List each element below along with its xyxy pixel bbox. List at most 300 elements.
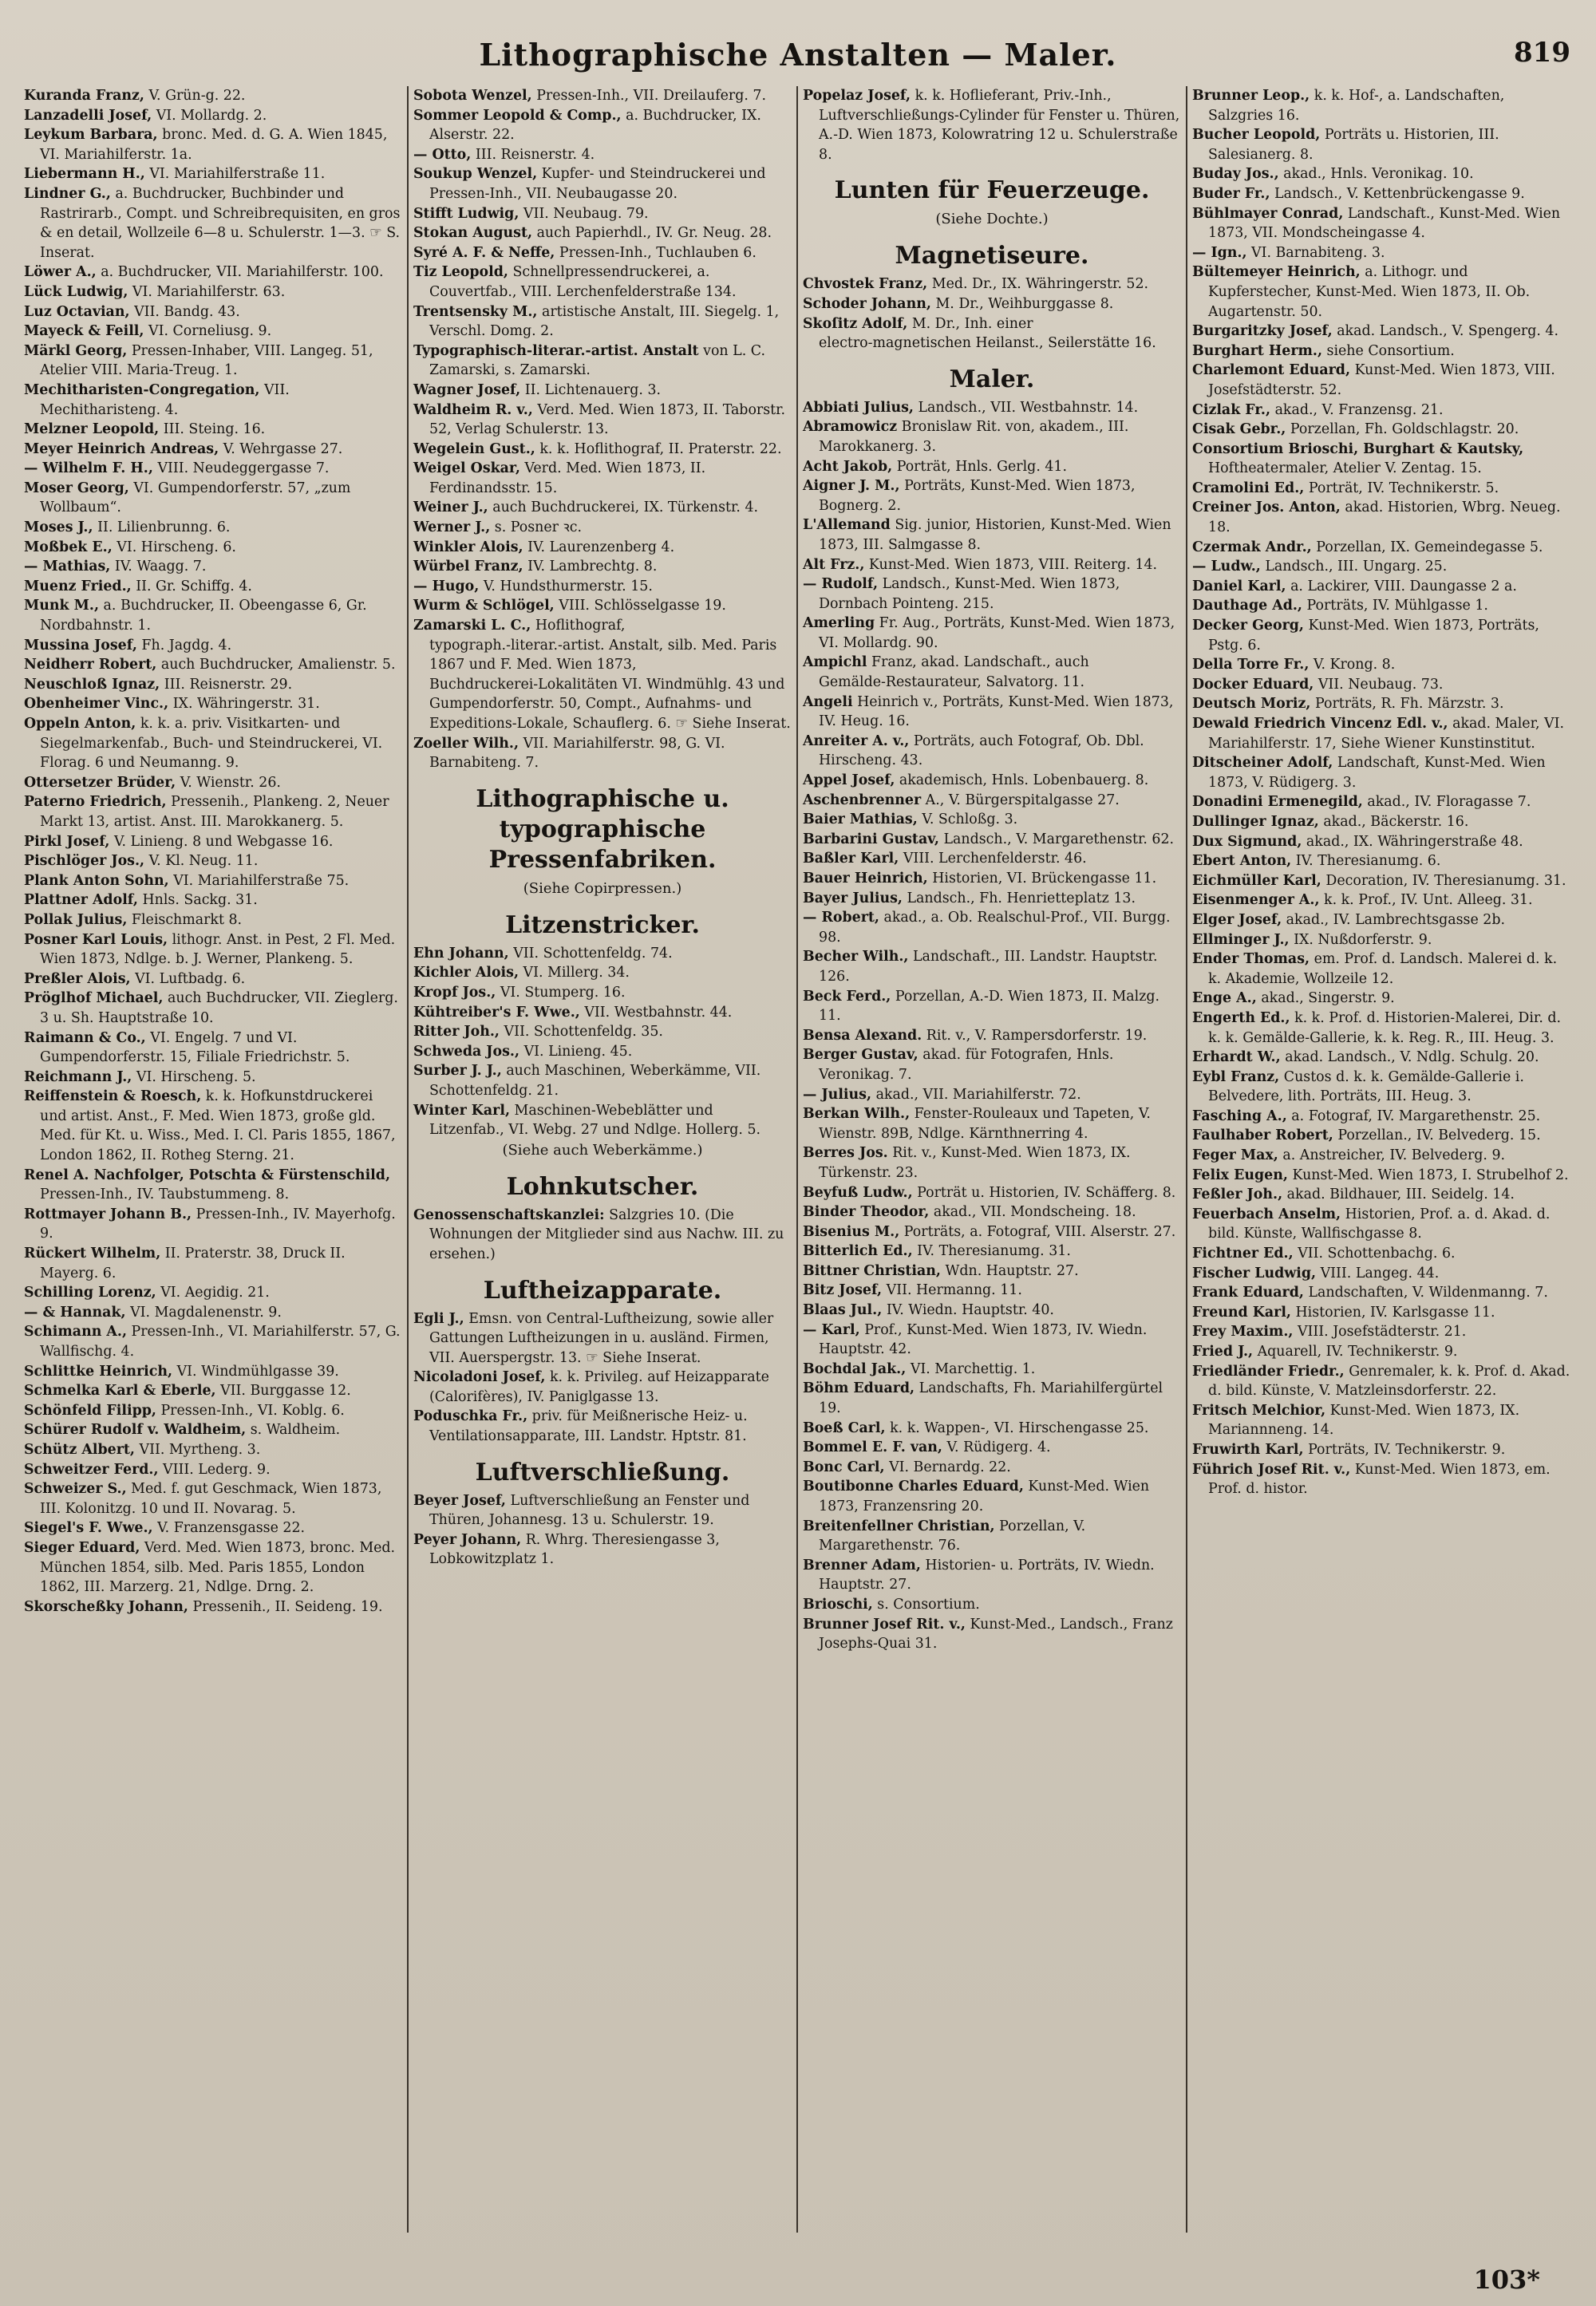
entry-details: II. Praterstr. 38, Druck II. Mayerg. 6. <box>40 1246 346 1281</box>
directory-entry <box>413 498 792 518</box>
directory-entry <box>413 616 792 734</box>
entry-name: Oppeln Anton, <box>24 716 136 732</box>
entry-name: Ellminger J., <box>1192 931 1290 948</box>
entry-name: Paterno Friedrich, <box>24 794 167 811</box>
directory-entry <box>413 342 792 381</box>
directory-entry <box>1192 342 1572 361</box>
entry-name: Deutsch Moriz, <box>1192 696 1311 713</box>
entry-name: Berres Jos. <box>803 1145 888 1162</box>
entry-name: — Otto, <box>413 146 472 163</box>
sheet-signature: 103* <box>1473 2265 1540 2295</box>
entry-details: akad. Bildhauer, III. Seidelg. 14. <box>1286 1187 1515 1203</box>
entry-details: k. k. a. priv. Visitkarten‑ und Siegelmarkenfab., Buch‑ und Steindruckerei, VI. Florag. 6 und Neumanng. 9. <box>40 716 383 772</box>
entry-details: bronc. Med. d. G. A. Wien 1845, VI. Mariahilferstr. 1a. <box>40 127 388 163</box>
entry-name: — Rudolf, <box>803 576 879 593</box>
entry-details: V. Kl. Neug. 11. <box>148 853 259 870</box>
entry-name: Reiffenstein & Roesch, <box>24 1088 202 1105</box>
entry-name: Appel Josef, <box>803 772 895 789</box>
entry-name: Schürer Rudolf v. Waldheim, <box>24 1422 247 1439</box>
entry-name: Poduschka Fr., <box>413 1408 528 1425</box>
entry-name: Neuschloß Ignaz, <box>24 676 160 693</box>
directory-entry <box>24 910 402 930</box>
directory-entry <box>413 538 792 558</box>
section-heading: Maler. <box>949 365 1035 393</box>
entry-name: Schoder Johann, <box>803 295 931 312</box>
entry-details: k. k. Hoflieferant, Priv.‑Inh., Luftverschließungs‑Cylinder für Fenster u. Thüren, A.‑D. Wien 1873, Kolowratring 12 u. Schulerstraße 8. <box>819 88 1180 163</box>
page-number: 819 <box>1514 37 1570 69</box>
entry-name: Ritter Joh., <box>413 1024 500 1040</box>
entry-name: Bittner Christian, <box>803 1262 941 1279</box>
entry-details: Verd. Med. Wien 1873, II. Taborstr. 52, Verlag Schulerstr. 13. <box>429 401 786 438</box>
entry-name: L'Allemand <box>803 517 891 534</box>
directory-entry <box>1192 950 1572 989</box>
directory-entry <box>24 1518 402 1538</box>
entry-name: Surber J. J., <box>413 1063 502 1080</box>
entry-name: Cizlak Fr., <box>1192 401 1271 418</box>
directory-entry <box>1192 263 1572 322</box>
entry-details: akad. für Fotografen, Hnls. Veronikag. 7. <box>819 1047 1114 1083</box>
entry-name: Sobota Wenzel, <box>413 88 532 104</box>
entry-details: M. Dr., Weihburggasse 8. <box>935 295 1114 312</box>
entry-details: auch Buchdruckerei, IX. Türkenstr. 4. <box>492 500 759 516</box>
directory-entry <box>413 518 792 538</box>
entry-details: VI. Luftbadg. 6. <box>135 970 246 987</box>
entry-details: Pressenih., Plankeng. 2, Neuer Markt 13, artist. Anst. III. Marokkanerg. 5. <box>40 794 389 830</box>
directory-entry <box>803 1242 1181 1262</box>
entry-details: Bronislaw Rit. von, akadem., III. Marokkanerg. 3. <box>819 419 1129 455</box>
directory-entry <box>24 342 402 381</box>
entry-name: Binder Theodor, <box>803 1204 930 1221</box>
entry-name: Egli J., <box>413 1310 464 1327</box>
directory-entry <box>803 1301 1181 1321</box>
entry-details: Fenster‑Rouleaux und Tapeten, V. Wienstr. 89B, Ndlge. Kärnthnerring 4. <box>819 1106 1151 1142</box>
entry-details: Landschaft., III. Landstr. Hauptstr. 126. <box>819 949 1158 985</box>
entry-details: IV. Waagg. 7. <box>114 559 207 575</box>
entry-details: VI. Mariahilferstraße 11. <box>149 166 326 183</box>
entry-details: VIII. Langeg. 44. <box>1320 1265 1440 1281</box>
entry-details: Landschaften, V. Wildenmanng. 7. <box>1308 1285 1548 1301</box>
directory-entry <box>24 1322 402 1361</box>
entry-details: Genremaler, k. k. Prof. d. Akad. d. bild. Künste, V. Matzleinsdorferstr. 22. <box>1208 1363 1570 1400</box>
entry-name: Werner J., <box>413 519 491 536</box>
entry-details: Med. f. gut Geschmack, Wien 1873, III. Kolonitzg. 10 und II. Novarag. 5. <box>40 1481 382 1517</box>
directory-entry <box>1192 851 1572 871</box>
entry-details: akad., Singerstr. 9. <box>1261 990 1395 1007</box>
directory-entry <box>413 983 792 1003</box>
directory-entry <box>803 693 1181 732</box>
entry-name: Breitenfellner Christian, <box>803 1518 995 1534</box>
directory-entry <box>803 1104 1181 1143</box>
entry-name: Schweitzer Ferd., <box>24 1461 159 1478</box>
directory-entry <box>413 243 792 263</box>
entry-details: akad., IX. Währingerstraße 48. <box>1306 833 1523 850</box>
entry-details: Porträts, IV. Technikerstr. 9. <box>1308 1441 1506 1458</box>
entry-details: k. k. Wappen‑, VI. Hirschengasse 25. <box>890 1420 1149 1436</box>
directory-entry <box>1192 930 1572 950</box>
directory-entry <box>1192 1322 1572 1342</box>
entry-name: Melzner Leopold, <box>24 421 160 438</box>
entry-details: Porzellan, A.‑D. Wien 1873, II. Malzg. 11. <box>819 988 1160 1025</box>
entry-name: Amerling <box>803 615 875 632</box>
entry-name: Bucher Leopold, <box>1192 127 1321 144</box>
entry-name: Raimann & Co., <box>24 1029 146 1046</box>
entry-name: Abramowicz <box>803 419 898 436</box>
entry-name: Böhm Eduard, <box>803 1380 915 1397</box>
entry-name: — Hugo, <box>413 578 480 594</box>
entry-details: Landschaft, Kunst‑Med. Wien 1873, V. Rüdigerg. 3. <box>1208 755 1546 791</box>
entry-name: Nicoladoni Josef, <box>413 1369 546 1386</box>
directory-entry <box>24 164 402 184</box>
directory-entry <box>803 457 1181 477</box>
entry-details: IX. Nußdorferstr. 9. <box>1294 931 1432 948</box>
directory-entry <box>803 1458 1181 1478</box>
entry-details: IV. Lambrechtg. 8. <box>527 559 658 575</box>
entry-name: Bisenius M., <box>803 1223 900 1240</box>
entry-name: Fritsch Melchior, <box>1192 1402 1326 1419</box>
directory-entry <box>803 1419 1181 1439</box>
directory-entry <box>1192 86 1572 125</box>
entry-details: Rit. v., V. Rampersdorferstr. 19. <box>926 1027 1148 1044</box>
entry-name: Feuerbach Anselm, <box>1192 1206 1341 1222</box>
directory-entry <box>803 1026 1181 1046</box>
entry-name: Fichtner Ed., <box>1192 1246 1294 1262</box>
directory-entry <box>803 575 1181 614</box>
entry-name: — Julius, <box>803 1086 872 1103</box>
directory-entry <box>803 849 1181 869</box>
entry-name: Würbel Franz, <box>413 559 523 575</box>
directory-entry <box>24 557 402 577</box>
directory-entry <box>803 908 1181 947</box>
directory-entry <box>24 851 402 871</box>
entry-name: — Ludw., <box>1192 559 1261 575</box>
entry-name: Sommer Leopold & Comp., <box>413 107 622 124</box>
directory-entry <box>24 596 402 635</box>
entry-name: Mayeck & Feill, <box>24 323 144 340</box>
entry-name: Bochdal Jak., <box>803 1360 907 1377</box>
directory-entry <box>24 1205 402 1244</box>
directory-entry <box>803 398 1181 418</box>
entry-name: Brioschi, <box>803 1596 873 1613</box>
entry-details: Porträts, IV. Mühlgasse 1. <box>1306 598 1488 614</box>
entry-details: Kupfer‑ und Steindruckerei und Pressen‑Inh., VII. Neubaugasse 20. <box>429 166 766 202</box>
entry-details: akademisch, Hnls. Lobenbauerg. 8. <box>899 772 1149 789</box>
entry-name: Creiner Jos. Anton, <box>1192 500 1341 516</box>
directory-entry <box>1192 440 1572 479</box>
entry-name: Anreiter A. v., <box>803 732 910 749</box>
entry-details: akad. Historien, Wbrg. Neueg. 18. <box>1208 500 1561 536</box>
entry-details: III. Reisnerstr. 29. <box>164 676 293 693</box>
entry-name: Mussina Josef, <box>24 637 137 653</box>
section-heading: Lunten für Feuerzeuge. <box>834 176 1150 205</box>
entry-details: VI. Corneliusg. 9. <box>148 323 272 340</box>
entry-name: Luz Octavian, <box>24 303 130 320</box>
entry-details: V. Grün‑g. 22. <box>148 88 246 104</box>
directory-entry <box>1192 871 1572 891</box>
directory-entry <box>1192 1244 1572 1264</box>
directory-entry <box>803 314 1181 353</box>
entry-name: Lindner G., <box>24 185 111 202</box>
directory-entry <box>24 1166 402 1205</box>
directory-entry <box>413 440 792 460</box>
entry-name: Plank Anton Sohn, <box>24 872 169 889</box>
directory-entry <box>803 791 1181 811</box>
directory-entry <box>413 86 792 106</box>
directory-entry <box>24 1479 402 1518</box>
directory-entry <box>1192 910 1572 930</box>
entry-details: akad., IV. Lambrechtsgasse 2b. <box>1286 911 1505 928</box>
entry-details: V. Krong. 8. <box>1313 657 1396 673</box>
directory-entry <box>803 274 1181 294</box>
entry-name: — Karl, <box>803 1321 860 1338</box>
directory-entry <box>24 322 402 342</box>
entry-name: Baßler Karl, <box>803 851 899 867</box>
directory-entry <box>803 417 1181 456</box>
directory-entry <box>24 263 402 282</box>
directory-entry <box>413 1309 792 1368</box>
entry-details: Custos d. k. k. Gemälde‑Gallerie i. Belvedere, lith. Porträts, III. Heug. 3. <box>1208 1068 1524 1105</box>
entry-name: Rückert Wilhelm, <box>24 1246 161 1262</box>
entry-name: Wurm & Schlögel, <box>413 598 555 614</box>
entry-name: Fasching A., <box>1192 1108 1287 1124</box>
entry-details: III. Steing. 16. <box>163 421 266 438</box>
directory-entry <box>1192 616 1572 655</box>
entry-details: akad., Bäckerstr. 16. <box>1323 813 1469 830</box>
entry-details: s. Consortium. <box>877 1596 980 1613</box>
directory-entry <box>1192 1126 1572 1146</box>
directory-entry <box>1192 1342 1572 1362</box>
section-heading: Lithographische u. typographische Pressenfabriken. <box>476 784 729 874</box>
entry-details: II. Lilienbrunng. 6. <box>97 519 231 536</box>
entry-name: Zoeller Wilh., <box>413 735 519 752</box>
entry-name: Czermak Andr., <box>1192 539 1312 555</box>
entry-details: VI. Mariahilferstraße 75. <box>173 872 350 889</box>
entry-name: Reichmann J., <box>24 1068 132 1085</box>
entry-name: Schweda Jos., <box>413 1043 520 1060</box>
entry-name: Faulhaber Robert, <box>1192 1127 1333 1144</box>
directory-entry <box>803 476 1181 515</box>
entry-name: Eybl Franz, <box>1192 1068 1280 1085</box>
entry-details: Landsch., Fh. Henrietteplatz 13. <box>907 890 1136 906</box>
entry-name: Sieger Eduard, <box>24 1539 140 1556</box>
directory-entry <box>1192 812 1572 832</box>
entry-details: VII. Mariahilferstr. 98, G. VI. Barnabiteng. 7. <box>429 735 725 772</box>
entry-details: akad., VII. Mondscheing. 18. <box>933 1204 1136 1221</box>
entry-details: Fr. Aug., Porträts, Kunst‑Med. Wien 1873, VI. Mollardg. 90. <box>819 615 1175 651</box>
entry-details: Historien, IV. Karlsgasse 11. <box>1295 1304 1495 1321</box>
entry-name: Ender Thomas, <box>1192 951 1310 968</box>
entry-details: Pressen‑Inh., Tuchlauben 6. <box>559 244 757 261</box>
directory-entry <box>24 184 402 263</box>
directory-entry <box>803 555 1181 575</box>
entry-name: Zamarski L. C., <box>413 618 531 634</box>
directory-entry <box>413 1042 792 1062</box>
directory-entry <box>24 969 402 989</box>
entry-name: Skoſitz Adolf, <box>803 315 908 332</box>
directory-entry <box>24 1460 402 1480</box>
entry-name: Weigel Oskar, <box>413 460 520 477</box>
entry-name: Ditscheiner Adolf, <box>1192 755 1333 772</box>
entry-details: V. Franzensgasse 22. <box>157 1520 306 1537</box>
entry-details: auch Buchdrucker, Amalienstr. 5. <box>160 657 396 673</box>
directory-entry <box>803 1615 1181 1654</box>
entry-name: Dewald Friedrich Vincenz Edl. v., <box>1192 716 1448 732</box>
directory-entry <box>413 1061 792 1100</box>
directory-entry <box>24 518 402 538</box>
entry-details: VII. Schottenfeldg. 35. <box>504 1024 663 1040</box>
entry-details: k. k. Hof‑, a. Landschaften, Salzgries 16. <box>1208 88 1505 124</box>
entry-name: Kichler Alois, <box>413 965 519 981</box>
entry-details: auch Buchdrucker, VII. Zieglerg. 3 u. Sh. Hauptstraße 10. <box>40 990 398 1026</box>
entry-name: Della Torre Fr., <box>1192 657 1310 673</box>
directory-entry <box>24 1401 402 1421</box>
entry-details: Porzellan, Fh. Goldschlagstr. 20. <box>1290 421 1519 438</box>
entry-name: — Robert, <box>803 910 879 926</box>
entry-name: Fruwirth Karl, <box>1192 1441 1304 1458</box>
entry-name: Führich Josef Rit. v., <box>1192 1461 1351 1478</box>
entry-name: Beyer Josef, <box>413 1492 506 1509</box>
directory-entry <box>1192 243 1572 263</box>
entry-name: Moses J., <box>24 519 93 536</box>
entry-name: — Wilhelm F. H., <box>24 460 153 477</box>
entry-name: Lanzadelli Josef, <box>24 107 152 124</box>
entry-details: priv. für Meißnerische Heiz‑ u. Ventilationsapparate, III. Landstr. Hptstr. 81. <box>429 1408 748 1445</box>
entry-details: Porzellan, V. Margarethenstr. 76. <box>819 1518 1086 1554</box>
entry-name: Fried J., <box>1192 1344 1254 1360</box>
directory-entry <box>413 263 792 302</box>
directory-entry <box>803 1183 1181 1203</box>
entry-details: Historien, VI. Brückengasse 11. <box>932 871 1157 886</box>
entry-details: a. Anstreicher, IV. Belvederg. 9. <box>1282 1147 1506 1164</box>
entry-name: Frey Maxim., <box>1192 1324 1294 1341</box>
directory-entry <box>24 1029 402 1068</box>
directory-entry <box>1192 714 1572 753</box>
entry-name: Erhardt W., <box>1192 1049 1281 1066</box>
directory-entry <box>803 653 1181 692</box>
entry-details: Pressen‑Inh., VI. Mariahilferstr. 57, G. Wallfischg. 4. <box>40 1324 401 1360</box>
entry-details: k. k. Privileg. auf Heizapparate (Calorifères), IV. Paniglgasse 13. <box>429 1369 769 1405</box>
entry-name: Muenz Fried., <box>24 578 132 594</box>
entry-name: Friedländer Friedr., <box>1192 1363 1345 1380</box>
entry-details: VI. Mollardg. 2. <box>156 107 267 124</box>
entry-details: VII. Mechitharisteng. 4. <box>40 381 290 418</box>
entry-details: Pressenih., II. Seideng. 19. <box>192 1598 383 1615</box>
entry-details: Landsch., Kunst‑Med. Wien 1873, Dornbach Pointeng. 215. <box>819 576 1120 612</box>
entry-name: Barbarini Gustav, <box>803 831 939 847</box>
directory-entry <box>413 1530 792 1570</box>
entry-details: V. Rüdigerg. 4. <box>946 1439 1051 1456</box>
directory-entry <box>803 1595 1181 1615</box>
directory-entry <box>413 1101 792 1140</box>
entry-name: Syré A. F. & Neffe, <box>413 244 555 261</box>
entry-details: Landschaft., Kunst‑Med. Wien 1873, VII. Mondscheingasse 4. <box>1208 205 1561 242</box>
entry-name: Ebert Anton, <box>1192 853 1292 870</box>
entry-details: Porträt, IV. Technikerstr. 5. <box>1308 480 1499 496</box>
columns <box>19 86 1577 2233</box>
directory-entry <box>24 1420 402 1440</box>
column-3 <box>798 86 1187 2233</box>
entry-name: Schweizer S., <box>24 1481 127 1498</box>
directory-entry <box>413 381 792 401</box>
entry-details: IV. Wiedn. Hauptstr. 40. <box>886 1302 1054 1319</box>
entry-details: Franz, akad. Landschaft., auch Gemälde‑Restaurateur, Salvatorg. 11. <box>819 654 1089 691</box>
entry-details: VI. Barnabiteng. 3. <box>1251 244 1385 261</box>
entry-details: II. Lichtenauerg. 3. <box>524 381 662 398</box>
entry-details: IV. Theresianumg. 6. <box>1295 853 1441 870</box>
column-4 <box>1187 86 1577 2233</box>
entry-name: Rottmayer Johann B., <box>24 1206 192 1222</box>
directory-entry <box>413 1022 792 1042</box>
entry-details: VI. Hirscheng. 5. <box>136 1068 256 1085</box>
entry-details: Porträts, auch Fotograf, Ob. Dbl. Hirscheng. 43. <box>819 732 1144 769</box>
entry-name: Charlemont Eduard, <box>1192 362 1351 379</box>
directory-entry <box>1192 792 1572 812</box>
directory-entry <box>1192 184 1572 204</box>
entry-details: II. Gr. Schiffg. 4. <box>136 578 252 594</box>
entry-details: VI. Mariahilferstr. 63. <box>132 283 286 300</box>
entry-details: s. Posner ꝛc. <box>494 519 582 536</box>
entry-details: VII. Schottenbachg. 6. <box>1298 1246 1456 1262</box>
entry-details: M. Dr., Inh. einer electro‑magnetischen Heilanst., Seilerstätte 16. <box>819 315 1156 352</box>
entry-name: Chvostek Franz, <box>803 276 928 293</box>
entry-details: a. Lithogr. und Kupferstecher, Kunst‑Med. Wien 1873, II. Ob. Augartenstr. 50. <box>1208 264 1531 320</box>
entry-name: Docker Eduard, <box>1192 676 1314 693</box>
entry-name: Märkl Georg, <box>24 342 128 359</box>
directory-entry <box>1192 420 1572 440</box>
entry-name: Winkler Alois, <box>413 539 523 555</box>
entry-name: Skorscheßky Johann, <box>24 1598 188 1615</box>
directory-entry <box>24 675 402 695</box>
directory-entry <box>24 1440 402 1460</box>
entry-name: Liebermann H., <box>24 166 145 183</box>
directory-entry <box>24 302 402 322</box>
directory-entry <box>413 1003 792 1023</box>
entry-details: V. Wehrgasse 27. <box>223 440 343 457</box>
directory-entry <box>24 440 402 460</box>
directory-entry <box>1192 479 1572 499</box>
directory-entry <box>24 871 402 891</box>
directory-entry <box>803 1045 1181 1084</box>
entry-details: Verd. Med. Wien 1873, II. Ferdinandsstr. 15. <box>429 460 706 496</box>
entry-name: Trentsensky M., <box>413 303 538 320</box>
directory-entry <box>413 557 792 577</box>
entry-name: Ampichl <box>803 654 867 671</box>
directory-entry <box>803 987 1181 1026</box>
entry-details: A., V. Bürgerspitalgasse 27. <box>925 792 1120 808</box>
directory-entry <box>1192 577 1572 597</box>
entry-details: k. k. Hoflithograf, II. Praterstr. 22. <box>539 440 782 457</box>
directory-entry <box>803 1379 1181 1418</box>
directory-entry <box>1192 753 1572 792</box>
entry-details: k. k. Prof. d. Historien‑Malerei, Dir. d. k. k. Gemälde‑Gallerie, k. k. Reg. R., III. Heug. 3. <box>1208 1009 1562 1046</box>
entry-details: VIII. Josefstädterstr. 21. <box>1297 1324 1467 1341</box>
entry-details: Pressen‑Inh., VII. Dreilauferg. 7. <box>536 88 767 104</box>
entry-name: Cisak Gebr., <box>1192 421 1286 438</box>
entry-details: Landschafts, Fh. Mariahilfergürtel 19. <box>819 1380 1163 1417</box>
entry-name: Blaas Jul., <box>803 1302 883 1319</box>
entry-details: VI. Engelg. 7 und VI. Gumpendorferstr. 15, Filiale Friedrichstr. 5. <box>40 1029 350 1066</box>
entry-name: — Mathias, <box>24 559 111 575</box>
entry-details: Prof., Kunst‑Med. Wien 1873, IV. Wiedn. Hauptstr. 42. <box>819 1321 1148 1358</box>
entry-name: Neidherr Robert, <box>24 657 157 673</box>
directory-entry <box>24 714 402 773</box>
page-title: Lithographische Anstalten — Maler. <box>479 37 1117 73</box>
directory-entry <box>1192 401 1572 421</box>
entry-details: s. Waldheim. <box>250 1422 341 1439</box>
entry-details: VII. Hermanng. 11. <box>886 1282 1022 1299</box>
entry-name: Becher Wilh., <box>803 949 909 965</box>
directory-entry <box>803 614 1181 653</box>
section-heading: Magnetiseure. <box>895 242 1089 270</box>
